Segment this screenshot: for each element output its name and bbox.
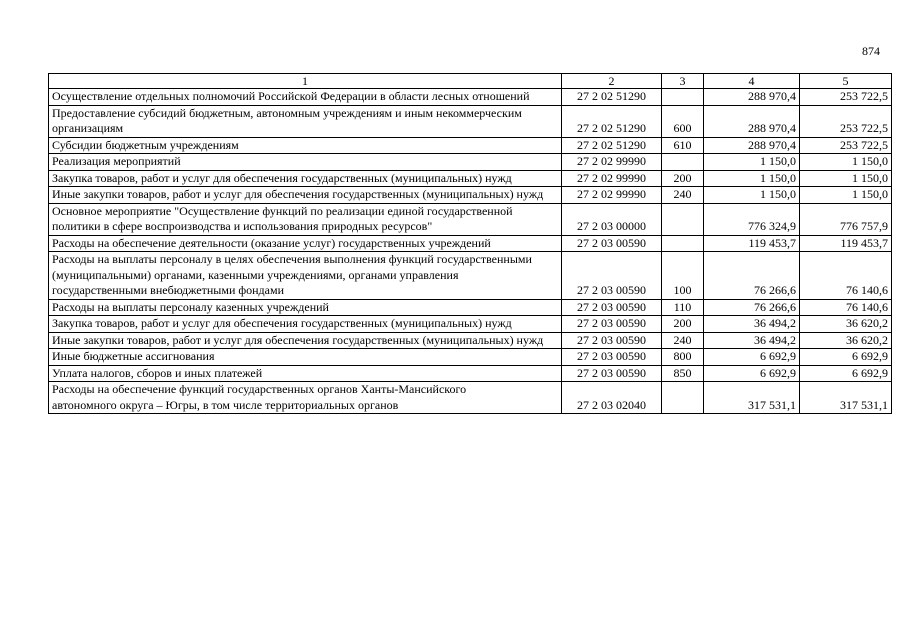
row-value-col4-cell: 6 692,9 — [704, 365, 800, 382]
row-value-col4-cell: 36 494,2 — [704, 332, 800, 349]
row-name-text: Расходы на выплаты персоналу в целях обеспечения выполнения функций государственными (муниципальными) органами, казенными учреждениями, органами управления государственными внебюджетными фондами — [52, 252, 532, 297]
row-value-col5-cell: 36 620,2 — [800, 316, 892, 333]
row-value-col4-cell: 119 453,7 — [704, 235, 800, 252]
row-name-cell — [49, 187, 562, 204]
row-value-col5-cell: 6 692,9 — [800, 349, 892, 366]
row-code-cell: 27 2 03 00000 — [562, 203, 662, 235]
table-row — [49, 235, 892, 252]
row-code-cell: 27 2 02 51290 — [562, 105, 662, 137]
table-header-row — [49, 74, 892, 89]
row-value-col5-cell: 76 140,6 — [800, 252, 892, 300]
row-expense-type-cell: 200 — [662, 170, 704, 187]
table-row — [49, 187, 892, 204]
row-value-col5-cell: 1 150,0 — [800, 187, 892, 204]
row-name-cell — [49, 252, 562, 300]
column-header: 4 — [704, 74, 800, 89]
row-code-cell: 27 2 03 00590 — [562, 252, 662, 300]
row-value-col5-cell: 317 531,1 — [800, 382, 892, 414]
row-code-cell: 27 2 02 51290 — [562, 137, 662, 154]
row-code-cell: 27 2 03 00590 — [562, 365, 662, 382]
row-code-cell: 27 2 03 02040 — [562, 382, 662, 414]
row-name-cell — [49, 105, 562, 137]
table-row — [49, 382, 892, 414]
table-row — [49, 105, 892, 137]
row-value-col4-cell: 317 531,1 — [704, 382, 800, 414]
table-row — [49, 252, 892, 300]
column-header: 1 — [49, 74, 562, 89]
row-value-col5-cell: 76 140,6 — [800, 299, 892, 316]
column-header: 2 — [562, 74, 662, 89]
row-expense-type-cell: 240 — [662, 187, 704, 204]
row-value-col4-cell: 36 494,2 — [704, 316, 800, 333]
row-code-cell: 27 2 02 51290 — [562, 89, 662, 106]
row-code-cell: 27 2 03 00590 — [562, 316, 662, 333]
row-value-col5-cell: 36 620,2 — [800, 332, 892, 349]
row-name-cell — [49, 365, 562, 382]
row-name-cell — [49, 89, 562, 106]
table-row — [49, 316, 892, 333]
column-header: 3 — [662, 74, 704, 89]
row-name-text: Расходы на выплаты персоналу казенных учреждений — [52, 299, 329, 314]
row-value-col5-cell: 1 150,0 — [800, 154, 892, 171]
row-expense-type-cell: 850 — [662, 365, 704, 382]
row-code-cell: 27 2 02 99990 — [562, 170, 662, 187]
table-row — [49, 332, 892, 349]
row-name-cell — [49, 203, 562, 235]
row-value-col5-cell: 6 692,9 — [800, 365, 892, 382]
row-code-cell: 27 2 03 00590 — [562, 299, 662, 316]
row-name-text: Основное мероприятие "Осуществление функций по реализации единой государственной политики в сфере воспроизводства и использования природных ресурсов" — [52, 203, 513, 233]
row-name-cell — [49, 332, 562, 349]
row-name-cell — [49, 299, 562, 316]
row-name-cell — [49, 235, 562, 252]
row-expense-type-cell: 100 — [662, 252, 704, 300]
row-value-col4-cell: 1 150,0 — [704, 170, 800, 187]
row-name-text: Реализация мероприятий — [52, 154, 181, 168]
row-name-text: Уплата налогов, сборов и иных платежей — [52, 365, 263, 380]
row-code-cell: 27 2 03 00590 — [562, 235, 662, 252]
row-expense-type-cell — [662, 235, 704, 252]
row-code-cell: 27 2 03 00590 — [562, 349, 662, 366]
row-expense-type-cell: 800 — [662, 349, 704, 366]
row-name-cell — [49, 316, 562, 333]
row-value-col4-cell: 76 266,6 — [704, 299, 800, 316]
table-row — [49, 365, 892, 382]
row-name-cell — [49, 349, 562, 366]
row-expense-type-cell: 200 — [662, 316, 704, 333]
row-expense-type-cell: 110 — [662, 299, 704, 316]
row-value-col4-cell: 288 970,4 — [704, 89, 800, 106]
row-value-col4-cell: 1 150,0 — [704, 154, 800, 171]
row-code-cell: 27 2 02 99990 — [562, 154, 662, 171]
row-name-cell — [49, 154, 562, 171]
row-name-cell — [49, 170, 562, 187]
row-expense-type-cell: 600 — [662, 105, 704, 137]
table-row — [49, 137, 892, 154]
row-name-text: Иные закупки товаров, работ и услуг для обеспечения государственных (муниципальных) нужд — [52, 187, 544, 201]
row-name-text: Субсидии бюджетным учреждениям — [52, 137, 239, 152]
row-name-cell — [49, 382, 562, 414]
row-name-text: Закупка товаров, работ и услуг для обеспечения государственных (муниципальных) нужд — [52, 316, 512, 330]
row-name-text: Осуществление отдельных полномочий Российской Федерации в области лесных отношений — [52, 89, 530, 103]
row-value-col5-cell: 253 722,5 — [800, 89, 892, 106]
row-expense-type-cell — [662, 382, 704, 414]
table-row — [49, 299, 892, 316]
row-name-text: Предоставление субсидий бюджетным, автономным учреждениям и иным некоммерческим организациям — [52, 105, 522, 135]
row-value-col5-cell: 776 757,9 — [800, 203, 892, 235]
row-name-cell — [49, 137, 562, 154]
row-name-text: Закупка товаров, работ и услуг для обеспечения государственных (муниципальных) нужд — [52, 170, 512, 185]
row-name-text: Расходы на обеспечение функций государственных органов Ханты-Мансийского автономного округа – Югры, в том числе территориальных органов — [52, 382, 467, 412]
row-value-col5-cell: 253 722,5 — [800, 105, 892, 137]
page-number: 874 — [862, 44, 880, 58]
row-value-col4-cell: 6 692,9 — [704, 349, 800, 366]
table-row — [49, 203, 892, 235]
row-value-col4-cell: 76 266,6 — [704, 252, 800, 300]
row-expense-type-cell — [662, 89, 704, 106]
row-value-col5-cell: 119 453,7 — [800, 235, 892, 252]
row-expense-type-cell: 610 — [662, 137, 704, 154]
table-row — [49, 154, 892, 171]
row-value-col4-cell: 288 970,4 — [704, 105, 800, 137]
row-name-text: Иные бюджетные ассигнования — [52, 349, 215, 363]
row-name-text: Иные закупки товаров, работ и услуг для обеспечения государственных (муниципальных) нужд — [52, 332, 544, 347]
row-value-col4-cell: 1 150,0 — [704, 187, 800, 204]
row-code-cell: 27 2 03 00590 — [562, 332, 662, 349]
budget-table — [48, 73, 892, 414]
table-row — [49, 89, 892, 106]
table-row — [49, 170, 892, 187]
table-row — [49, 349, 892, 366]
column-header: 5 — [800, 74, 892, 89]
row-expense-type-cell: 240 — [662, 332, 704, 349]
row-value-col4-cell: 288 970,4 — [704, 137, 800, 154]
row-value-col4-cell: 776 324,9 — [704, 203, 800, 235]
row-expense-type-cell — [662, 203, 704, 235]
row-expense-type-cell — [662, 154, 704, 171]
row-value-col5-cell: 1 150,0 — [800, 170, 892, 187]
row-code-cell: 27 2 02 99990 — [562, 187, 662, 204]
row-name-text: Расходы на обеспечение деятельности (оказание услуг) государственных учреждений — [52, 235, 491, 250]
row-value-col5-cell: 253 722,5 — [800, 137, 892, 154]
